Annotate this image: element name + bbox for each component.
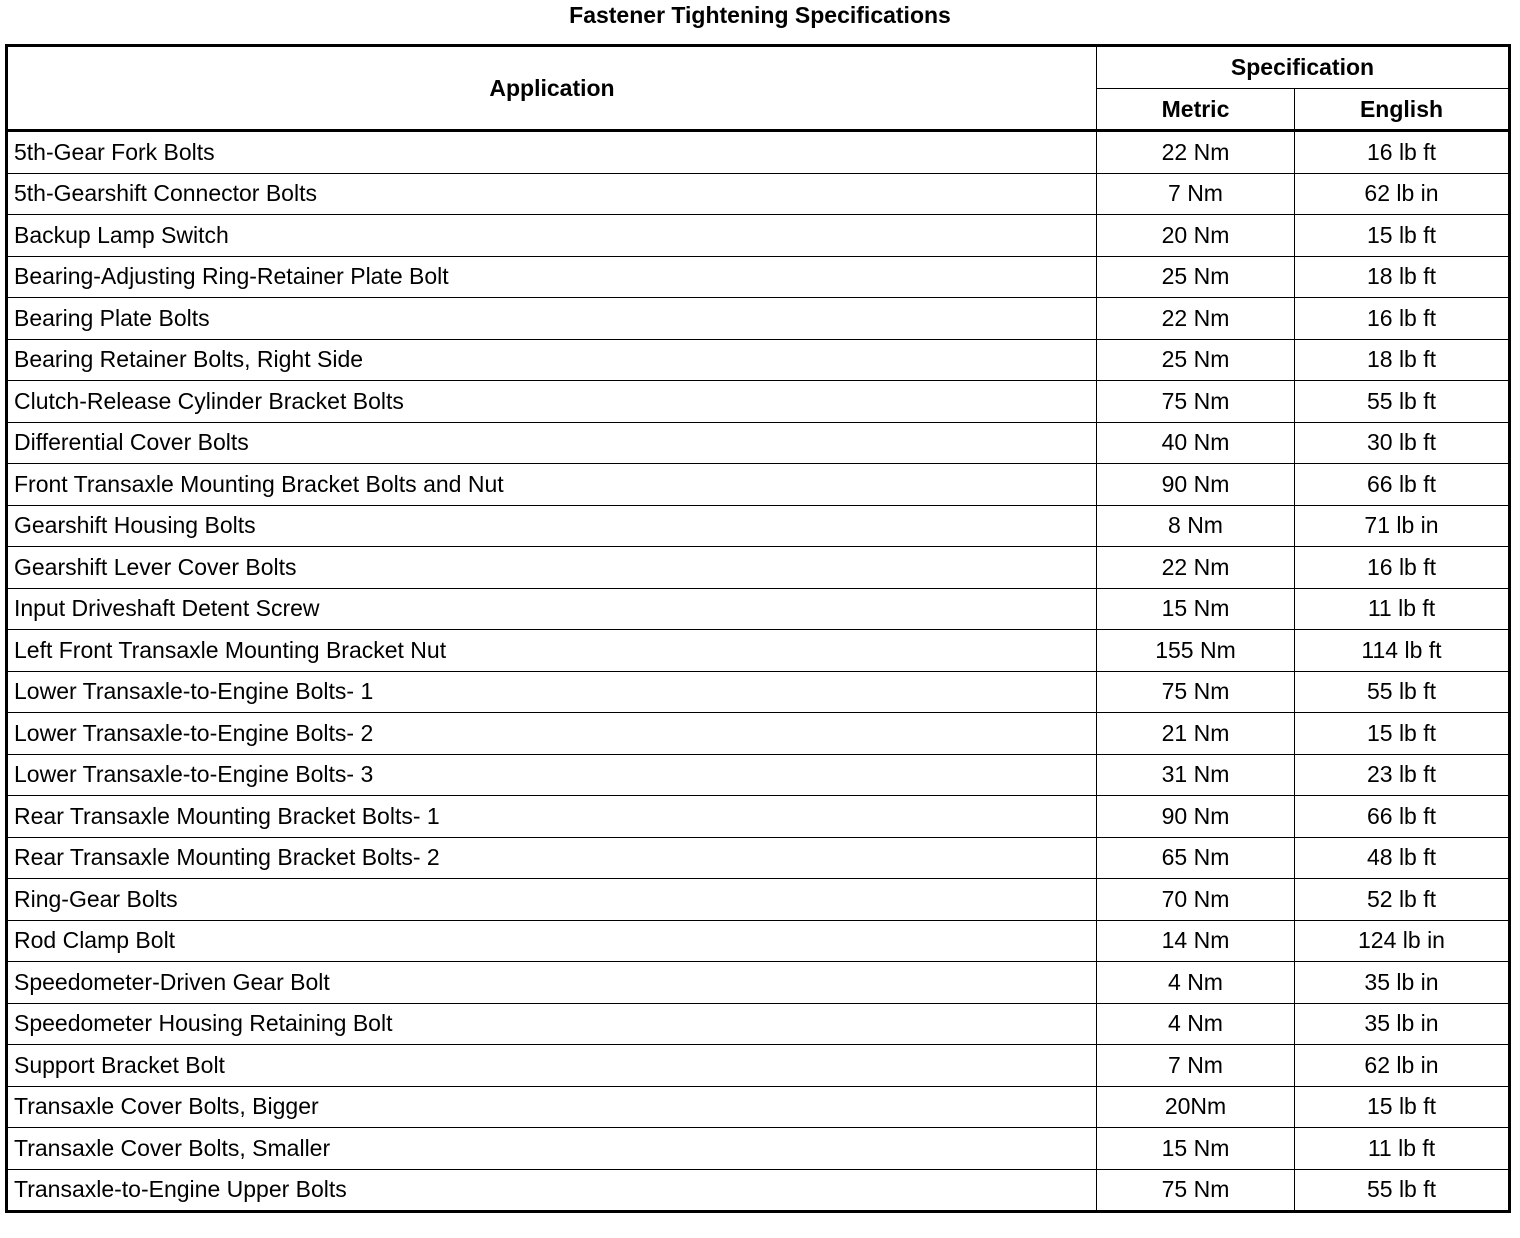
fastener-spec-table bbox=[5, 44, 1511, 1213]
metric-value-cell: 40 Nm bbox=[1097, 422, 1295, 464]
metric-value-cell: 7 Nm bbox=[1097, 173, 1295, 215]
table-row bbox=[7, 256, 1510, 298]
table-row bbox=[7, 464, 1510, 506]
metric-value-cell: 90 Nm bbox=[1097, 796, 1295, 838]
application-cell: Left Front Transaxle Mounting Bracket Nut bbox=[7, 630, 1097, 672]
metric-value-cell: 14 Nm bbox=[1097, 920, 1295, 962]
application-cell: Lower Transaxle-to-Engine Bolts- 1 bbox=[7, 671, 1097, 713]
table-row bbox=[7, 131, 1510, 174]
english-value-cell: 30 lb ft bbox=[1295, 422, 1510, 464]
table-row bbox=[7, 879, 1510, 921]
metric-value-cell: 20 Nm bbox=[1097, 215, 1295, 257]
table-row bbox=[7, 630, 1510, 672]
english-value-cell: 15 lb ft bbox=[1295, 1086, 1510, 1128]
english-value-cell: 62 lb in bbox=[1295, 1045, 1510, 1087]
metric-value-cell: 22 Nm bbox=[1097, 547, 1295, 589]
table-row bbox=[7, 505, 1510, 547]
metric-value-cell: 4 Nm bbox=[1097, 1003, 1295, 1045]
english-value-cell: 23 lb ft bbox=[1295, 754, 1510, 796]
application-cell: Support Bracket Bolt bbox=[7, 1045, 1097, 1087]
metric-value-cell: 31 Nm bbox=[1097, 754, 1295, 796]
application-cell: 5th-Gearshift Connector Bolts bbox=[7, 173, 1097, 215]
metric-value-cell: 22 Nm bbox=[1097, 131, 1295, 174]
application-cell: Gearshift Lever Cover Bolts bbox=[7, 547, 1097, 589]
table-row bbox=[7, 754, 1510, 796]
metric-value-cell: 15 Nm bbox=[1097, 588, 1295, 630]
metric-value-cell: 4 Nm bbox=[1097, 962, 1295, 1004]
metric-value-cell: 21 Nm bbox=[1097, 713, 1295, 755]
application-cell: Speedometer-Driven Gear Bolt bbox=[7, 962, 1097, 1004]
metric-value-cell: 90 Nm bbox=[1097, 464, 1295, 506]
application-cell: Rod Clamp Bolt bbox=[7, 920, 1097, 962]
table-row bbox=[7, 1045, 1510, 1087]
application-cell: Backup Lamp Switch bbox=[7, 215, 1097, 257]
english-value-cell: 55 lb ft bbox=[1295, 381, 1510, 423]
english-column-header: English bbox=[1295, 89, 1510, 131]
english-value-cell: 11 lb ft bbox=[1295, 588, 1510, 630]
table-row bbox=[7, 796, 1510, 838]
application-cell: Ring-Gear Bolts bbox=[7, 879, 1097, 921]
application-cell: Bearing Retainer Bolts, Right Side bbox=[7, 339, 1097, 381]
table-row bbox=[7, 215, 1510, 257]
metric-value-cell: 155 Nm bbox=[1097, 630, 1295, 672]
application-cell: Transaxle-to-Engine Upper Bolts bbox=[7, 1169, 1097, 1212]
table-row bbox=[7, 1128, 1510, 1170]
english-value-cell: 18 lb ft bbox=[1295, 339, 1510, 381]
metric-value-cell: 25 Nm bbox=[1097, 339, 1295, 381]
table-row bbox=[7, 1086, 1510, 1128]
metric-value-cell: 7 Nm bbox=[1097, 1045, 1295, 1087]
table-row bbox=[7, 547, 1510, 589]
application-cell: Bearing Plate Bolts bbox=[7, 298, 1097, 340]
english-value-cell: 48 lb ft bbox=[1295, 837, 1510, 879]
english-value-cell: 55 lb ft bbox=[1295, 1169, 1510, 1212]
application-cell: Lower Transaxle-to-Engine Bolts- 3 bbox=[7, 754, 1097, 796]
english-value-cell: 18 lb ft bbox=[1295, 256, 1510, 298]
metric-value-cell: 75 Nm bbox=[1097, 671, 1295, 713]
application-cell: Rear Transaxle Mounting Bracket Bolts- 1 bbox=[7, 796, 1097, 838]
english-value-cell: 55 lb ft bbox=[1295, 671, 1510, 713]
metric-value-cell: 15 Nm bbox=[1097, 1128, 1295, 1170]
table-row bbox=[7, 1003, 1510, 1045]
table-row bbox=[7, 920, 1510, 962]
english-value-cell: 11 lb ft bbox=[1295, 1128, 1510, 1170]
metric-column-header: Metric bbox=[1097, 89, 1295, 131]
application-cell: Speedometer Housing Retaining Bolt bbox=[7, 1003, 1097, 1045]
english-value-cell: 16 lb ft bbox=[1295, 298, 1510, 340]
english-value-cell: 15 lb ft bbox=[1295, 215, 1510, 257]
english-value-cell: 66 lb ft bbox=[1295, 464, 1510, 506]
application-cell: Lower Transaxle-to-Engine Bolts- 2 bbox=[7, 713, 1097, 755]
english-value-cell: 66 lb ft bbox=[1295, 796, 1510, 838]
table-header-row bbox=[7, 46, 1510, 89]
application-cell: Transaxle Cover Bolts, Bigger bbox=[7, 1086, 1097, 1128]
english-value-cell: 16 lb ft bbox=[1295, 131, 1510, 174]
application-column-header: Application bbox=[7, 46, 1097, 131]
table-row bbox=[7, 298, 1510, 340]
table-row bbox=[7, 962, 1510, 1004]
english-value-cell: 62 lb in bbox=[1295, 173, 1510, 215]
table-body bbox=[7, 131, 1510, 1212]
application-cell: Front Transaxle Mounting Bracket Bolts and Nut bbox=[7, 464, 1097, 506]
metric-value-cell: 65 Nm bbox=[1097, 837, 1295, 879]
english-value-cell: 114 lb ft bbox=[1295, 630, 1510, 672]
metric-value-cell: 8 Nm bbox=[1097, 505, 1295, 547]
application-cell: Bearing-Adjusting Ring-Retainer Plate Bolt bbox=[7, 256, 1097, 298]
metric-value-cell: 22 Nm bbox=[1097, 298, 1295, 340]
english-value-cell: 16 lb ft bbox=[1295, 547, 1510, 589]
table-row bbox=[7, 422, 1510, 464]
application-cell: Clutch-Release Cylinder Bracket Bolts bbox=[7, 381, 1097, 423]
application-cell: Gearshift Housing Bolts bbox=[7, 505, 1097, 547]
table-row bbox=[7, 381, 1510, 423]
table-row bbox=[7, 671, 1510, 713]
metric-value-cell: 20Nm bbox=[1097, 1086, 1295, 1128]
metric-value-cell: 70 Nm bbox=[1097, 879, 1295, 921]
page-title: Fastener Tightening Specifications bbox=[569, 2, 951, 28]
metric-value-cell: 25 Nm bbox=[1097, 256, 1295, 298]
table-row bbox=[7, 1169, 1510, 1212]
table-row bbox=[7, 588, 1510, 630]
english-value-cell: 52 lb ft bbox=[1295, 879, 1510, 921]
table-row bbox=[7, 837, 1510, 879]
table-row bbox=[7, 339, 1510, 381]
english-value-cell: 124 lb in bbox=[1295, 920, 1510, 962]
table-row bbox=[7, 173, 1510, 215]
metric-value-cell: 75 Nm bbox=[1097, 381, 1295, 423]
metric-value-cell: 75 Nm bbox=[1097, 1169, 1295, 1212]
specification-column-header: Specification bbox=[1097, 46, 1510, 89]
english-value-cell: 15 lb ft bbox=[1295, 713, 1510, 755]
english-value-cell: 35 lb in bbox=[1295, 1003, 1510, 1045]
application-cell: 5th-Gear Fork Bolts bbox=[7, 131, 1097, 174]
application-cell: Rear Transaxle Mounting Bracket Bolts- 2 bbox=[7, 837, 1097, 879]
application-cell: Transaxle Cover Bolts, Smaller bbox=[7, 1128, 1097, 1170]
application-cell: Input Driveshaft Detent Screw bbox=[7, 588, 1097, 630]
english-value-cell: 35 lb in bbox=[1295, 962, 1510, 1004]
table-row bbox=[7, 713, 1510, 755]
english-value-cell: 71 lb in bbox=[1295, 505, 1510, 547]
application-cell: Differential Cover Bolts bbox=[7, 422, 1097, 464]
